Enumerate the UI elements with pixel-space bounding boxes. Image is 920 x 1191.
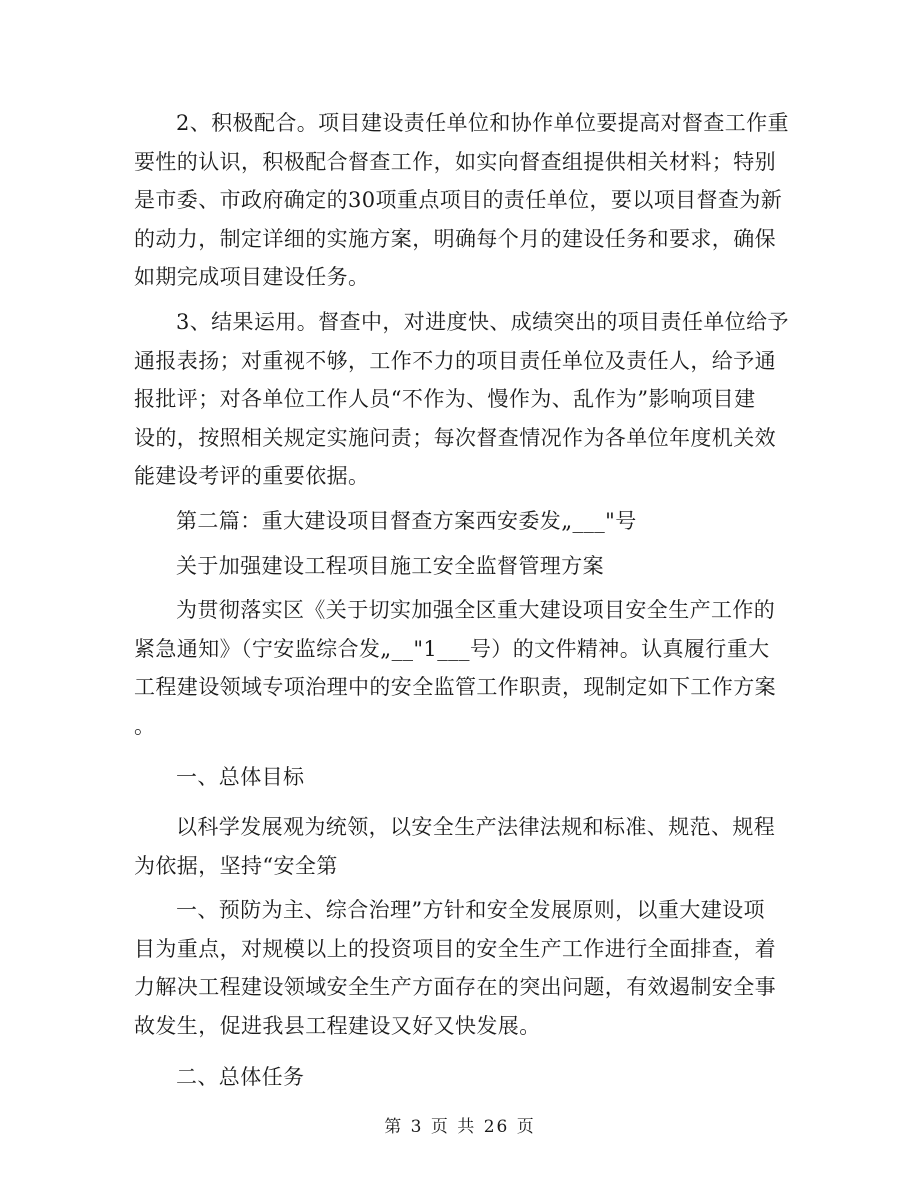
text-line: 设的，按照相关规定实施问责；每次督查情况作为各单位年度机关效 [134, 425, 776, 450]
text-line: 力解决工程建设领域安全生产方面存在的突出问题，有效遏制安全事 [134, 975, 776, 1000]
text-line: 为依据，坚持“安全第 [134, 853, 338, 878]
section-heading [134, 502, 784, 541]
paragraph [134, 104, 789, 297]
document-body [134, 104, 789, 1096]
text-line: 报批评；对各单位工作人员“不作为、慢作为、乱作为”影响项目建 [134, 387, 756, 412]
text-line: 的动力，制定详细的实施方案，明确每个月的建设任务和要求，确保 [134, 226, 776, 251]
section-heading [134, 1058, 784, 1097]
text-line: 紧急通知》（宁安监综合发„__"1___号）的文件精神。认真履行重大 [134, 636, 770, 661]
text-line: 工程建设领域专项治理中的安全监管工作职责，现制定如下工作方案 [134, 675, 776, 700]
text-line: 。 [134, 713, 156, 738]
text-line: 通报表扬；对重视不够，工作不力的项目责任单位及责任人，给予通 [134, 348, 776, 373]
text-line: 如期完成项目建设任务。 [134, 265, 370, 290]
page-number-footer: 第 3 页 共 26 页 [384, 1117, 536, 1137]
text-line: 要性的认识，积极配合督查工作，如实向督查组提供相关材料；特别 [134, 149, 776, 174]
text-line: 能建设考评的重要依据。 [134, 464, 370, 489]
paragraph [134, 591, 784, 745]
text-line: 一、总体目标 [176, 764, 305, 789]
text-line: 故发生，促进我县工程建设又好又快发展。 [134, 1014, 541, 1039]
document-title [134, 547, 784, 586]
text-line: 关于加强建设工程项目施工安全监督管理方案 [176, 553, 604, 578]
text-line: 以科学发展观为统领，以安全生产法律法规和标准、规范、规程 [176, 815, 776, 840]
paragraph [134, 303, 789, 496]
section-heading [134, 758, 784, 797]
text-line: 3、结果运用。督查中，对进度快、成绩突出的项目责任单位给予 [176, 309, 789, 334]
text-line: 是市委、市政府确定的30项重点项目的责任单位，要以项目督查为新 [134, 188, 783, 213]
text-line: 目为重点，对规模以上的投资项目的安全生产工作进行全面排查，着 [134, 936, 776, 961]
text-line: 一、预防为主、综合治理”方针和安全发展原则，以重大建设项 [176, 898, 765, 923]
paragraph [134, 808, 784, 885]
paragraph [134, 891, 784, 1045]
text-line: 二、总体任务 [176, 1064, 305, 1089]
text-line: 2、积极配合。项目建设责任单位和协作单位要提高对督查工作重 [176, 111, 789, 135]
text-line: 为贯彻落实区《关于切实加强全区重大建设项目安全生产工作的 [176, 598, 776, 623]
text-line: 第二篇：重大建设项目督查方案西安委发„___"号 [176, 508, 637, 533]
